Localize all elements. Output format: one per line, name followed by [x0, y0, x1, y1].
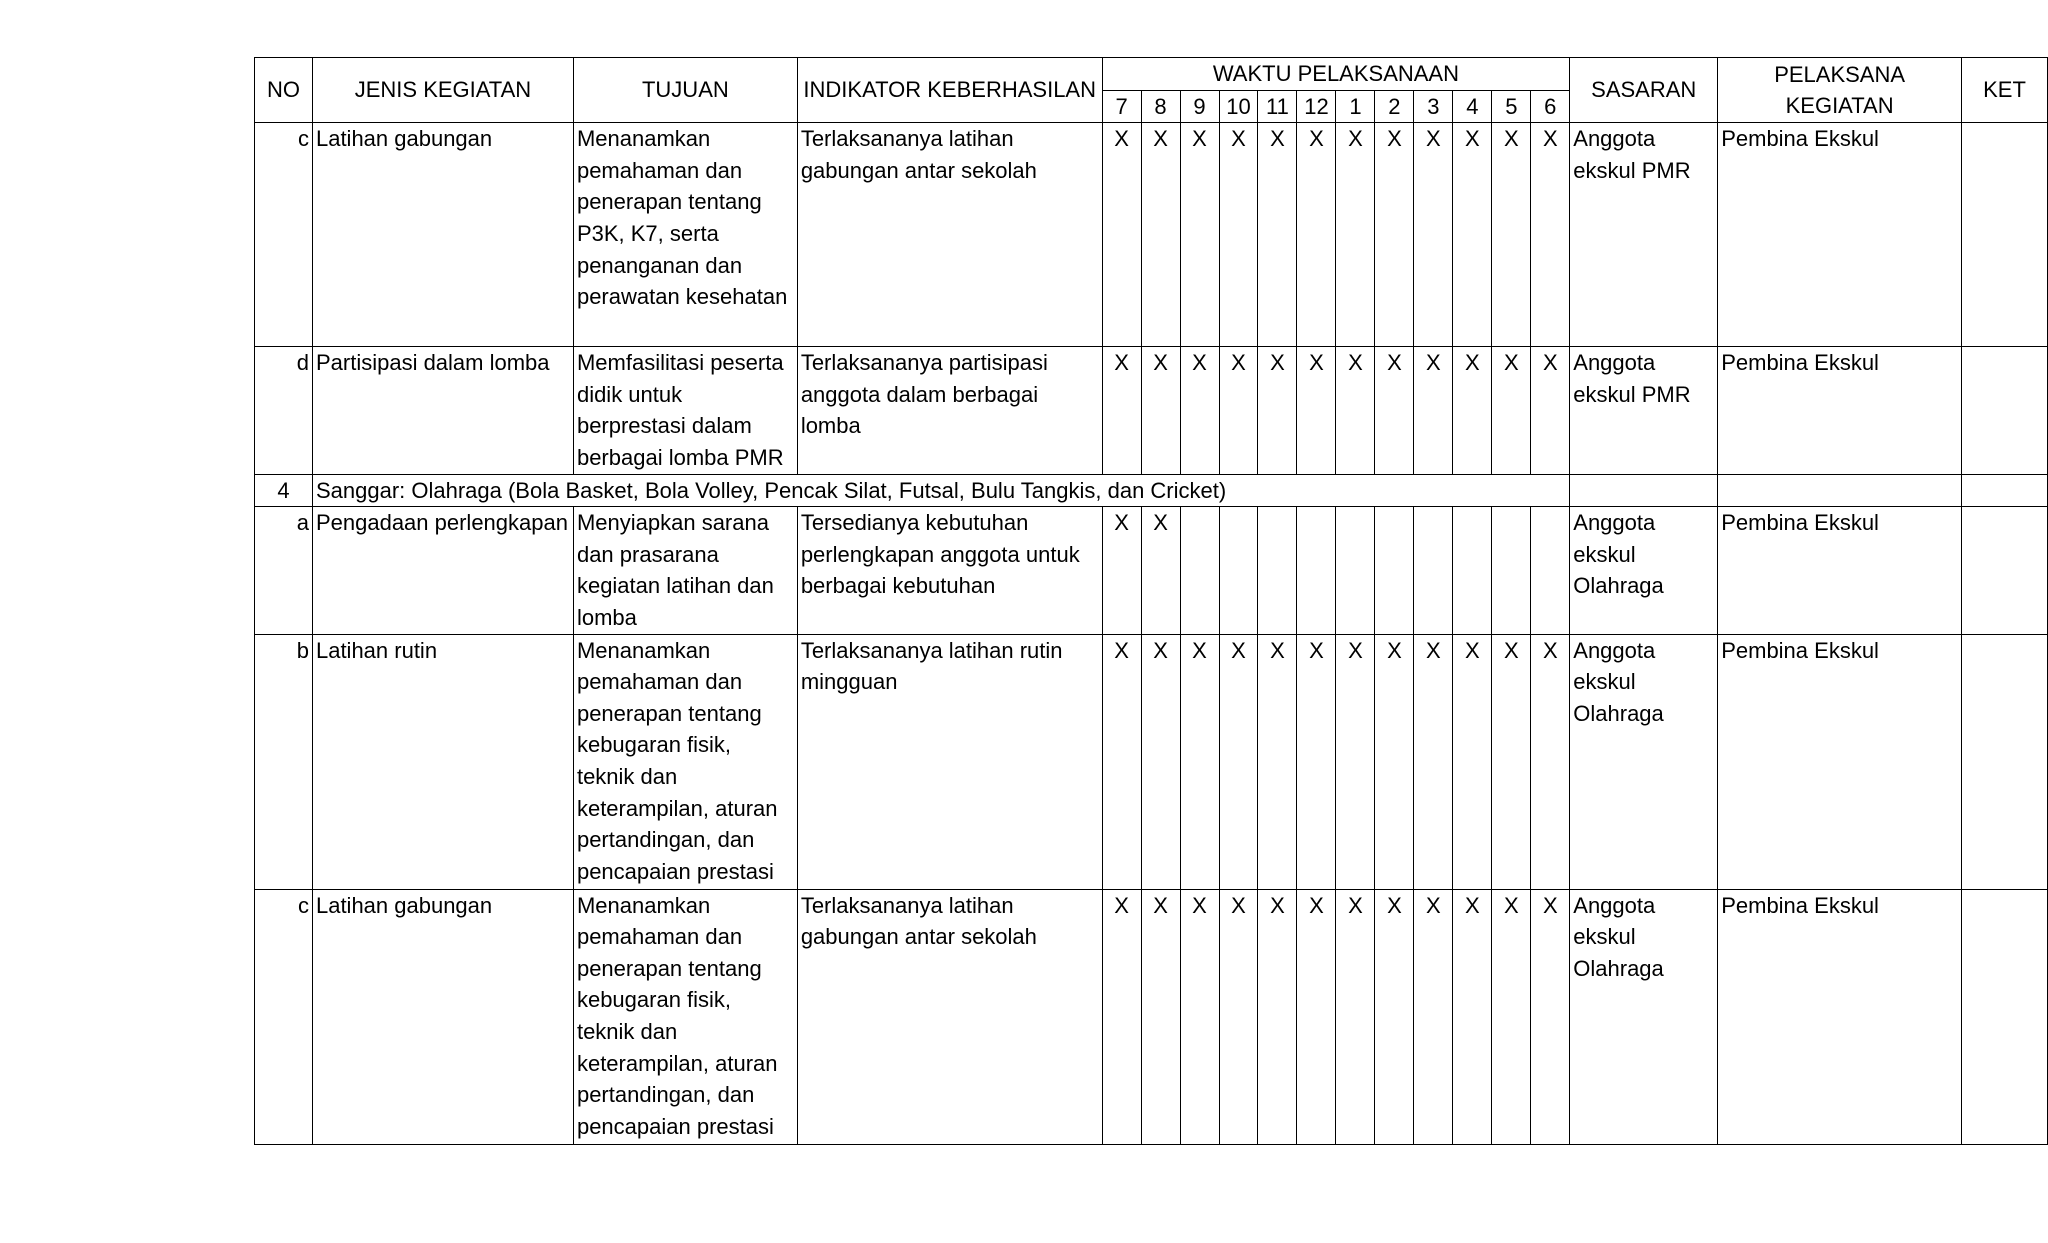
- month-header: 4: [1453, 90, 1492, 123]
- row-jenis-kegiatan: Partisipasi dalam lomba: [312, 347, 573, 474]
- month-mark: X: [1102, 123, 1141, 347]
- row-tujuan: Menanamkan pemahaman dan penerapan tentang kebugaran fisik, teknik dan keterampilan, aturan pertandingan, dan pencapaian prestasi: [573, 889, 797, 1144]
- month-mark: X: [1219, 347, 1258, 474]
- month-mark: X: [1453, 889, 1492, 1144]
- row-jenis-kegiatan: Pengadaan perlengkapan: [312, 507, 573, 634]
- month-mark: [1336, 507, 1375, 634]
- section-ket-empty: [1962, 474, 2048, 507]
- table-body: [255, 123, 2048, 1144]
- month-mark: X: [1414, 347, 1453, 474]
- row-tujuan: Menyiapkan sarana dan prasarana kegiatan latihan dan lomba: [573, 507, 797, 634]
- month-mark: X: [1336, 347, 1375, 474]
- row-pelaksana: Pembina Ekskul: [1718, 507, 1962, 634]
- table-header: [255, 58, 2048, 123]
- month-mark: [1258, 507, 1297, 634]
- month-mark: X: [1453, 123, 1492, 347]
- row-ket: [1962, 889, 2048, 1144]
- header-ket: KET: [1962, 58, 2048, 123]
- month-mark: [1219, 507, 1258, 634]
- month-mark: X: [1414, 889, 1453, 1144]
- month-header: 10: [1219, 90, 1258, 123]
- month-header: 8: [1141, 90, 1180, 123]
- month-mark: X: [1336, 889, 1375, 1144]
- header-jenis-kegiatan: JENIS KEGIATAN: [312, 58, 573, 123]
- month-mark: X: [1297, 123, 1336, 347]
- month-mark: X: [1375, 347, 1414, 474]
- row-indikator: Terlaksananya latihan gabungan antar sekolah: [797, 889, 1102, 1144]
- month-mark: X: [1297, 634, 1336, 889]
- month-mark: [1492, 507, 1531, 634]
- row-indikator: Terlaksananya partisipasi anggota dalam berbagai lomba: [797, 347, 1102, 474]
- month-header: 9: [1180, 90, 1219, 123]
- activity-plan-table: [254, 57, 2048, 1145]
- month-mark: [1453, 507, 1492, 634]
- section-row: [255, 474, 2048, 507]
- row-sasaran: Anggota ekskul PMR: [1570, 123, 1718, 347]
- section-pelaksana-empty: [1718, 474, 1962, 507]
- row-sasaran: Anggota ekskul PMR: [1570, 347, 1718, 474]
- month-mark: X: [1102, 889, 1141, 1144]
- section-sasaran-empty: [1570, 474, 1718, 507]
- month-mark: [1414, 507, 1453, 634]
- section-title: [312, 474, 1569, 507]
- row-tujuan: Menanamkan pemahaman dan penerapan tentang P3K, K7, serta penanganan dan perawatan kesehatan: [573, 123, 797, 347]
- month-header: 12: [1297, 90, 1336, 123]
- row-no: b: [255, 634, 313, 889]
- month-mark: X: [1297, 347, 1336, 474]
- section-title-text: Sanggar: Olahraga (Bola Basket, Bola Volley, Pencak Silat, Futsal, Bulu Tangkis, dan Cricket): [315, 477, 1227, 503]
- month-mark: X: [1375, 634, 1414, 889]
- month-mark: X: [1531, 123, 1570, 347]
- table-row: [255, 347, 2048, 474]
- month-header: 5: [1492, 90, 1531, 123]
- month-mark: X: [1258, 123, 1297, 347]
- month-mark: X: [1258, 889, 1297, 1144]
- month-header: 2: [1375, 90, 1414, 123]
- row-tujuan: Menanamkan pemahaman dan penerapan tentang kebugaran fisik, teknik dan keterampilan, aturan pertandingan, dan pencapaian prestasi: [573, 634, 797, 889]
- month-mark: X: [1375, 123, 1414, 347]
- month-mark: X: [1336, 123, 1375, 347]
- month-mark: X: [1258, 634, 1297, 889]
- row-no: d: [255, 347, 313, 474]
- row-pelaksana: Pembina Ekskul: [1718, 889, 1962, 1144]
- month-mark: [1180, 507, 1219, 634]
- month-header: 3: [1414, 90, 1453, 123]
- month-mark: X: [1219, 634, 1258, 889]
- header-waktu-pelaksanaan: WAKTU PELAKSANAAN: [1102, 58, 1570, 91]
- table-row: [255, 889, 2048, 1144]
- month-mark: X: [1414, 634, 1453, 889]
- month-mark: X: [1141, 634, 1180, 889]
- month-mark: X: [1180, 347, 1219, 474]
- month-mark: X: [1219, 889, 1258, 1144]
- month-mark: X: [1141, 507, 1180, 634]
- table-row: [255, 634, 2048, 889]
- month-mark: X: [1531, 889, 1570, 1144]
- month-mark: X: [1219, 123, 1258, 347]
- row-ket: [1962, 123, 2048, 347]
- row-sasaran: Anggota ekskul Olahraga: [1570, 507, 1718, 634]
- month-mark: [1375, 507, 1414, 634]
- row-jenis-kegiatan: Latihan gabungan: [312, 123, 573, 347]
- month-header: 11: [1258, 90, 1297, 123]
- row-jenis-kegiatan: Latihan rutin: [312, 634, 573, 889]
- row-pelaksana: Pembina Ekskul: [1718, 634, 1962, 889]
- row-sasaran: Anggota ekskul Olahraga: [1570, 889, 1718, 1144]
- month-mark: X: [1180, 634, 1219, 889]
- month-mark: X: [1453, 634, 1492, 889]
- row-ket: [1962, 634, 2048, 889]
- month-mark: [1531, 507, 1570, 634]
- header-sasaran: SASARAN: [1570, 58, 1718, 123]
- section-no: 4: [255, 474, 313, 507]
- month-mark: X: [1492, 123, 1531, 347]
- row-indikator: Tersedianya kebutuhan perlengkapan anggota untuk berbagai kebutuhan: [797, 507, 1102, 634]
- month-mark: [1297, 507, 1336, 634]
- month-mark: X: [1180, 123, 1219, 347]
- row-no: c: [255, 123, 313, 347]
- month-mark: X: [1336, 634, 1375, 889]
- row-sasaran: Anggota ekskul Olahraga: [1570, 634, 1718, 889]
- month-mark: X: [1375, 889, 1414, 1144]
- month-mark: X: [1531, 634, 1570, 889]
- month-mark: X: [1141, 347, 1180, 474]
- row-pelaksana: Pembina Ekskul: [1718, 123, 1962, 347]
- header-no: NO: [255, 58, 313, 123]
- month-mark: X: [1531, 347, 1570, 474]
- month-mark: X: [1102, 347, 1141, 474]
- month-mark: X: [1102, 634, 1141, 889]
- month-mark: X: [1297, 889, 1336, 1144]
- month-mark: X: [1492, 634, 1531, 889]
- month-mark: X: [1180, 889, 1219, 1144]
- month-header: 7: [1102, 90, 1141, 123]
- row-ket: [1962, 347, 2048, 474]
- row-indikator: Terlaksananya latihan gabungan antar sekolah: [797, 123, 1102, 347]
- month-mark: X: [1492, 889, 1531, 1144]
- row-indikator: Terlaksananya latihan rutin mingguan: [797, 634, 1102, 889]
- month-mark: X: [1414, 123, 1453, 347]
- row-no: a: [255, 507, 313, 634]
- header-tujuan: TUJUAN: [573, 58, 797, 123]
- row-ket: [1962, 507, 2048, 634]
- row-jenis-kegiatan: Latihan gabungan: [312, 889, 573, 1144]
- month-mark: X: [1453, 347, 1492, 474]
- row-pelaksana: Pembina Ekskul: [1718, 347, 1962, 474]
- month-mark: X: [1141, 123, 1180, 347]
- month-mark: X: [1102, 507, 1141, 634]
- month-mark: X: [1492, 347, 1531, 474]
- row-no: c: [255, 889, 313, 1144]
- month-mark: X: [1141, 889, 1180, 1144]
- header-indikator: INDIKATOR KEBERHASILAN: [797, 58, 1102, 123]
- table-row: [255, 123, 2048, 347]
- table-row: [255, 507, 2048, 634]
- month-mark: X: [1258, 347, 1297, 474]
- header-pelaksana: PELAKSANA KEGIATAN: [1718, 58, 1962, 123]
- row-tujuan: Memfasilitasi peserta didik untuk berprestasi dalam berbagai lomba PMR: [573, 347, 797, 474]
- month-header: 6: [1531, 90, 1570, 123]
- month-header: 1: [1336, 90, 1375, 123]
